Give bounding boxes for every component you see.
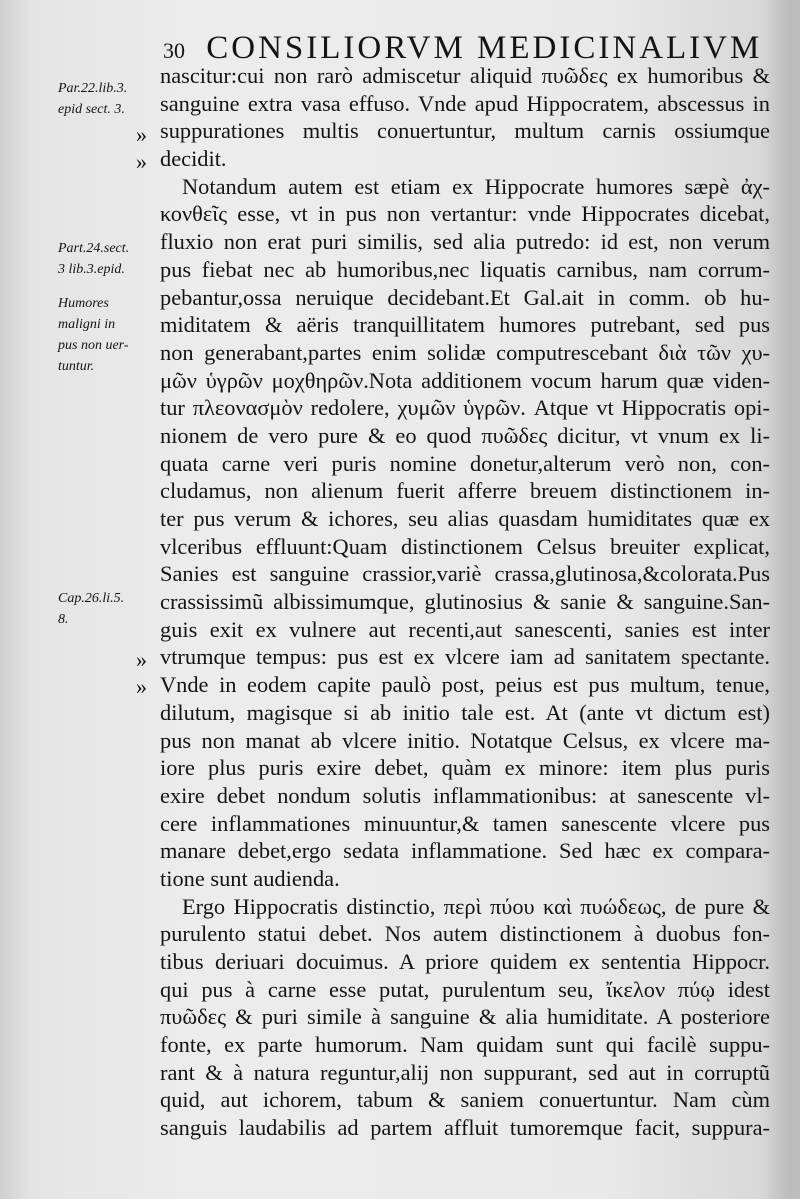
text-line: κονθεῖς esse, vt in pus non vertantur: vnde Hippocrates dicebat, <box>160 201 770 227</box>
text-line: nascitur:cui non rarò admiscetur aliquid πυῶδες ex humoribus & <box>160 63 770 88</box>
text-line: crassissimũ albissimumque, glutinosius & sanie & sanguine.San- <box>160 589 770 615</box>
quotation-mark: » <box>136 122 147 147</box>
quotation-mark: » <box>136 149 147 174</box>
margin-note: tuntur. <box>58 359 95 374</box>
text-line: Vnde in eodem capite paulò post, peius est pus multum, tenue, <box>160 672 770 698</box>
text-line: tione sunt audienda. <box>160 865 340 891</box>
text-line: qui pus à carne esse putat, purulentum seu, ἴκελον πύῳ idest <box>160 976 770 1002</box>
text-line: purulento statui debet. Nos autem distinctionem à duobus fon- <box>160 921 770 947</box>
margin-note: Cap.26.li.5. <box>58 591 125 606</box>
text-line: suppurationes multis conuertuntur, multum carnis ossiumque <box>160 118 770 144</box>
quotation-mark: » <box>136 647 147 672</box>
margin-note: maligni in <box>58 317 116 332</box>
body-text <box>160 62 770 1142</box>
quotation-mark: » <box>136 674 147 699</box>
text-line: tibus deriuari docuimus. A priore quidem ex sententia Hippocr. <box>160 949 770 974</box>
text-line: quid, aut ichorem, tabum & saniem conuertuntur. Nam cùm <box>160 1087 770 1113</box>
text-line: cere inflammationes minuuntur,& tamen sanescente vlcere pus <box>160 810 770 836</box>
text-line: manare debet,ergo sedata inflammatione. Sed hæc ex compara- <box>160 838 770 864</box>
text-line: πυῶδες & puri simile à sanguine & alia humiditate. A posteriore <box>160 1004 770 1030</box>
margin-note: pus non uer- <box>58 338 129 353</box>
running-title: CONSILIORVM MEDICINALIVM <box>206 30 763 66</box>
text-line: dilutum, magisque si ab initio tale est. At (ante vt dictum est) <box>160 699 770 725</box>
text-line: μῶν ὑγρῶν μοχθηρῶν.Nota additionem vocum harum quæ viden- <box>160 367 770 393</box>
margin-note: Part.24.sect. <box>58 241 130 256</box>
margin-note: epid sect. 3. <box>58 102 125 117</box>
text-line: iore plus puris exire debet, quàm ex minore: item plus puris <box>160 755 770 781</box>
text-line: guis exit ex vulnere aut recenti,aut sanescenti, sanies est inter <box>160 616 770 642</box>
margin-note: 8. <box>58 612 69 627</box>
text-line: ter pus verum & ichores, seu alias quasdam humiditates quæ ex <box>160 506 770 531</box>
margin-note: 3 lib.3.epid. <box>58 262 125 277</box>
text-line: vtrumque tempus: pus est ex vlcere iam ad sanitatem spectante. <box>160 644 770 670</box>
text-line: fonte, ex parte humorum. Nam quidam sunt qui facilè suppu- <box>160 1032 770 1058</box>
text-line: pus non manat ab vlcere initio. Notatque Celsus, ex vlcere ma- <box>160 727 770 753</box>
margin-note: Humores <box>58 296 109 311</box>
text-line: vlceribus effluunt:Quam distinctionem Celsus breuiter explicat, <box>160 533 770 559</box>
text-line: fluxio non erat puri similis, sed alia putredo: id est, non verum <box>160 229 770 255</box>
text-line: rant & à natura reguntur,alij non suppurant, sed aut in corruptũ <box>160 1059 770 1085</box>
text-line: decidit. <box>160 146 227 172</box>
margin-note: Par.22.lib.3. <box>58 81 128 96</box>
text-line: Ergo Hippocratis distinctio, περὶ πύου καὶ πυώδεως, de pure & <box>182 893 770 919</box>
page-number: 30 <box>163 38 185 63</box>
text-line: Notandum autem est etiam ex Hippocrate humores sæpè ἀχ- <box>182 173 770 199</box>
text-line: pebantur,ossa neruique decidebant.Et Gal.ait in comm. ob hu- <box>160 284 770 310</box>
text-line: sanguis laudabilis ad partem affluit tumoremque facit, suppura- <box>160 1115 770 1141</box>
text-line: quata carne veri puris nomine donetur,alterum verò non, con- <box>160 450 770 476</box>
text-line: miditatem & aëris tranquillitatem humores putrebant, sed pus <box>160 312 770 338</box>
margin-notes <box>0 0 160 1199</box>
text-line: pus fiebat nec ab humoribus,nec liquatis carnibus, nam corrum- <box>160 256 770 282</box>
text-line: Sanies est sanguine crassior,variè crassa,glutinosa,&colorata.Pus <box>160 561 770 587</box>
text-line: non generabant,partes enim solidæ computrescebant διὰ τῶν χυ- <box>160 339 770 365</box>
text-line: sanguine extra vasa effuso. Vnde apud Hippocratem, abscessus in <box>160 90 770 116</box>
text-line: tur πλεονασμὸν redolere, χυμῶν ὑγρῶν. Atque vt Hippocratis opi- <box>160 395 770 421</box>
text-line: nionem de vero pure & eo quod πυῶδες dicitur, vt vnum ex li- <box>160 422 770 448</box>
text-line: exire debet nondum solutis inflammationibus: at sanescente vl- <box>160 782 770 808</box>
text-line: cludamus, non alienum fuerit afferre breuem distinctionem in- <box>160 478 770 504</box>
